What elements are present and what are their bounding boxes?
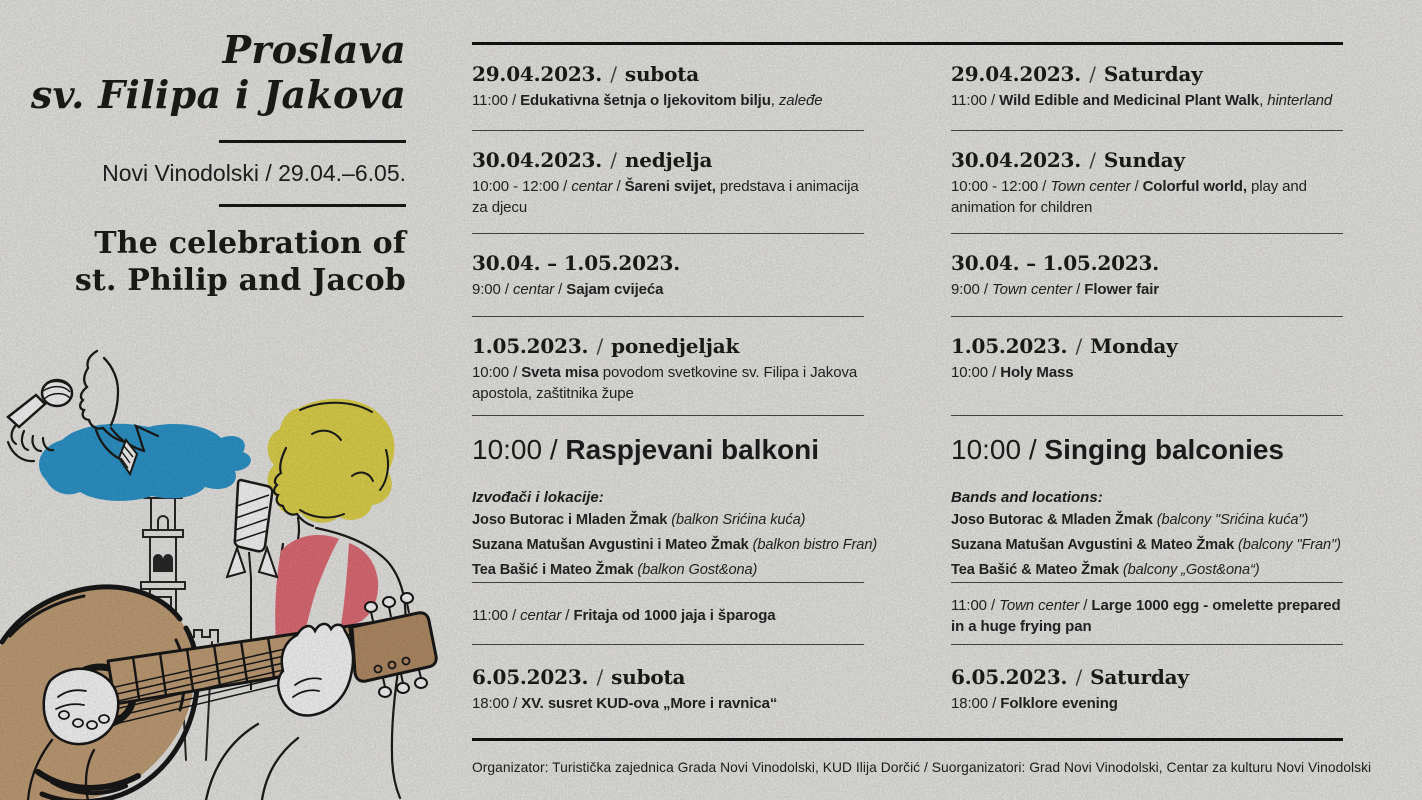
event-details: 11:00 / centar / Fritaja od 1000 jaja i šparoga (472, 607, 776, 624)
english-title-line2: st. Philip and Jacob (74, 262, 406, 298)
guitar-headstock-shape (352, 613, 436, 681)
event-details: 10:00 - 12:00 / Town center / Colorful world, play and animation for children (951, 178, 1307, 216)
event-row-en-1 (951, 45, 1343, 131)
croatian-title-line1: Proslava (222, 27, 406, 72)
guitar-illustration (0, 587, 436, 800)
illustration-singers-guitar (0, 330, 440, 800)
event-row-hr-3 (472, 234, 864, 317)
croatian-title (0, 28, 406, 118)
divider-rule-top (219, 140, 406, 143)
event-row-en-2 (951, 131, 1343, 234)
event-details: 11:00 / Town center / Large 1000 egg - omelette prepared in a huge frying pan (951, 596, 1341, 635)
performers-label: Izvođači i lokacije: (472, 489, 604, 506)
event-details: 9:00 / centar / Sajam cvijeća (472, 281, 664, 298)
event-date: 29.04.2023. / subota (472, 62, 700, 86)
event-date: 30.04.2023. / nedjelja (472, 148, 713, 172)
bottom-divider-line (472, 738, 1343, 741)
event-details: 18:00 / XV. susret KUD-ova „More i ravnica“ (472, 695, 778, 712)
blue-jacket-shape (39, 424, 251, 501)
performer-line: Joso Butorac i Mladen Žmak (balkon Srićina kuća) (472, 512, 806, 528)
event-row-en-6 (951, 583, 1343, 645)
balconies-section-hr (472, 416, 878, 583)
red-top-shoulder-shape (341, 543, 378, 626)
event-row-hr-1 (472, 45, 864, 131)
schedule-column-english (951, 45, 1343, 738)
event-details: 9:00 / Town center / Flower fair (951, 281, 1160, 298)
performer-line: Suzana Matušan Avgustini & Mateo Žmak (balcony "Fran") (951, 537, 1341, 553)
performer-line: Tea Bašić & Mateo Žmak (balcony „Gost&ona“) (951, 562, 1260, 578)
performer-line: Suzana Matušan Avgustini i Mateo Žmak (balkon bistro Fran) (472, 537, 878, 553)
event-row-en-7 (951, 645, 1343, 738)
event-row-hr-7 (472, 645, 864, 738)
english-title-line1: The celebration of (94, 225, 406, 261)
left-title-panel (0, 0, 406, 299)
schedule-columns (472, 45, 1343, 738)
event-date: 30.04.2023. / Sunday (951, 148, 1185, 172)
event-row-en-3 (951, 234, 1343, 317)
croatian-title-line2: sv. Filipa i Jakova (30, 71, 406, 117)
event-row-hr-6 (472, 583, 864, 645)
balconies-heading: 10:00 / Raspjevani balkoni (472, 434, 820, 465)
event-row-hr-4 (472, 317, 864, 416)
balconies-section-en (951, 416, 1343, 583)
event-row-hr-2 (472, 131, 864, 234)
balconies-heading: 10:00 / Singing balconies (951, 434, 1284, 465)
male-singer-illustration (8, 351, 251, 501)
event-date: 1.05.2023. / ponedjeljak (472, 334, 740, 358)
event-date: 1.05.2023. / Monday (951, 334, 1178, 358)
location-dates-subtitle: Novi Vinodolski / 29.04.–6.05. (102, 159, 406, 186)
event-row-en-4 (951, 317, 1343, 416)
female-singer-illustration (227, 399, 405, 798)
schedule-column-croatian (472, 45, 878, 738)
event-date: 6.05.2023. / Saturday (951, 665, 1189, 689)
event-details: 18:00 / Folklore evening (951, 695, 1118, 712)
event-details: 10:00 - 12:00 / centar / Šareni svijet, predstava i animacija za djecu (472, 178, 859, 216)
event-date: 29.04.2023. / Saturday (951, 62, 1203, 86)
performer-line: Joso Butorac & Mladen Žmak (balcony "Srićina kuća") (951, 512, 1309, 528)
event-details: 11:00 / Edukativna šetnja o ljekovitom bilju, zaleđe (472, 92, 823, 109)
performers-label: Bands and locations: (951, 489, 1103, 506)
event-details: 10:00 / Sveta misa povodom svetkovine sv. Filipa i Jakova apostola, zaštitnika župe (472, 364, 858, 402)
event-date: 6.05.2023. / subota (472, 665, 686, 689)
performer-line: Tea Bašić i Mateo Žmak (balkon Gost&ona) (472, 562, 758, 578)
footer-credits: Organizator: Turistička zajednica Grada Novi Vinodolski, KUD Ilija Dorčić / Suorganizatori: Grad Novi Vinodolski, Centar za kulturu Novi Vinodolski (472, 760, 1372, 775)
event-details: 10:00 / Holy Mass (951, 364, 1074, 381)
english-title (0, 226, 406, 300)
event-date: 30.04. – 1.05.2023. (951, 251, 1160, 275)
divider-rule-bottom (219, 204, 406, 207)
event-details: 11:00 / Wild Edible and Medicinal Plant Walk, hinterland (951, 92, 1333, 109)
event-date: 30.04. – 1.05.2023. (472, 251, 681, 275)
yellow-hair-shape (268, 399, 395, 523)
